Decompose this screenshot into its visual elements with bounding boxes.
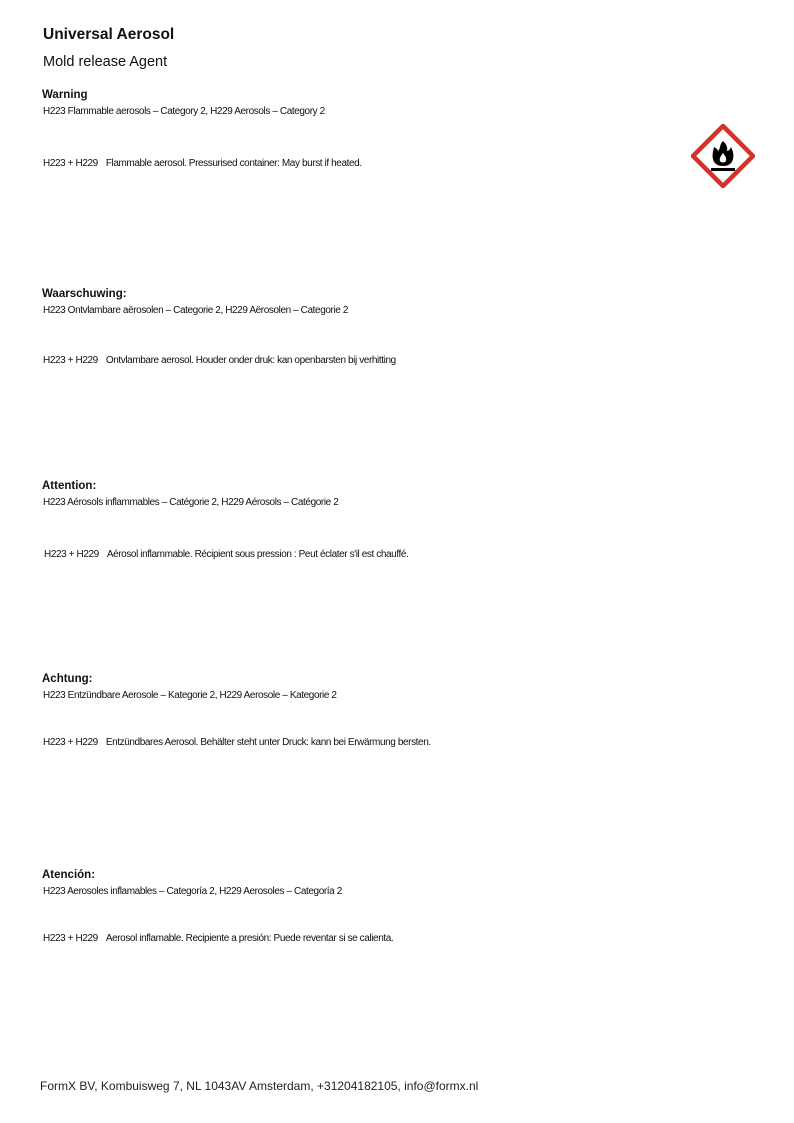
hazard-classes-es: H223 Aerosoles inflamables – Categoría 2, H229 Aerosoles – Categoría 2 (43, 886, 342, 897)
statement-text: Aérosol inflammable. Récipient sous pression : Peut éclater s'il est chauffé. (106, 549, 409, 560)
statement-text: Flammable aerosol. Pressurised container: May burst if heated. (105, 158, 362, 169)
hazard-classes-nl: H223 Ontvlambare aërosolen – Categorie 2, H229 Aërosolen – Categorie 2 (43, 305, 348, 316)
flame-icon (691, 124, 755, 188)
statement-codes: H223 + H229 (44, 549, 99, 560)
product-title: Universal Aerosol (43, 26, 175, 43)
hazard-classes-fr: H223 Aérosols inflammables – Catégorie 2, H229 Aérosols – Catégorie 2 (43, 497, 339, 508)
hazard-classes-de: H223 Entzündbare Aerosole – Kategorie 2, H229 Aerosole – Kategorie 2 (43, 690, 337, 701)
statement-text: Ontvlambare aerosol. Houder onder druk: kan openbarsten bij verhitting (105, 355, 396, 366)
hazard-statement-fr (44, 549, 408, 560)
hazard-statement-es (43, 933, 393, 944)
hazard-statement-en (43, 158, 362, 169)
section-heading-nl: Waarschuwing: (42, 288, 127, 300)
statement-codes: H223 + H229 (43, 355, 98, 366)
hazard-classes-en: H223 Flammable aerosols – Category 2, H229 Aerosols – Category 2 (43, 106, 325, 117)
hazard-statement-nl (43, 355, 396, 366)
statement-codes: H223 + H229 (43, 158, 98, 169)
product-subtitle: Mold release Agent (43, 54, 168, 70)
section-heading-de: Achtung: (42, 673, 93, 685)
hazard-statement-de (43, 737, 431, 748)
footer-contact: FormX BV, Kombuisweg 7, NL 1043AV Amsterdam, +31204182105, info@formx.nl (40, 1079, 479, 1093)
section-heading-en: Warning (42, 89, 88, 101)
section-heading-fr: Attention: (42, 480, 97, 492)
statement-codes: H223 + H229 (43, 737, 98, 748)
statement-codes: H223 + H229 (43, 933, 98, 944)
ghs-flammable-pictogram (691, 124, 755, 188)
statement-text: Aerosol inflamable. Recipiente a presión: Puede reventar si se calienta. (105, 933, 394, 944)
statement-text: Entzündbares Aerosol. Behälter steht unter Druck: kann bei Erwärmung bersten. (105, 737, 431, 748)
section-heading-es: Atención: (42, 869, 96, 881)
